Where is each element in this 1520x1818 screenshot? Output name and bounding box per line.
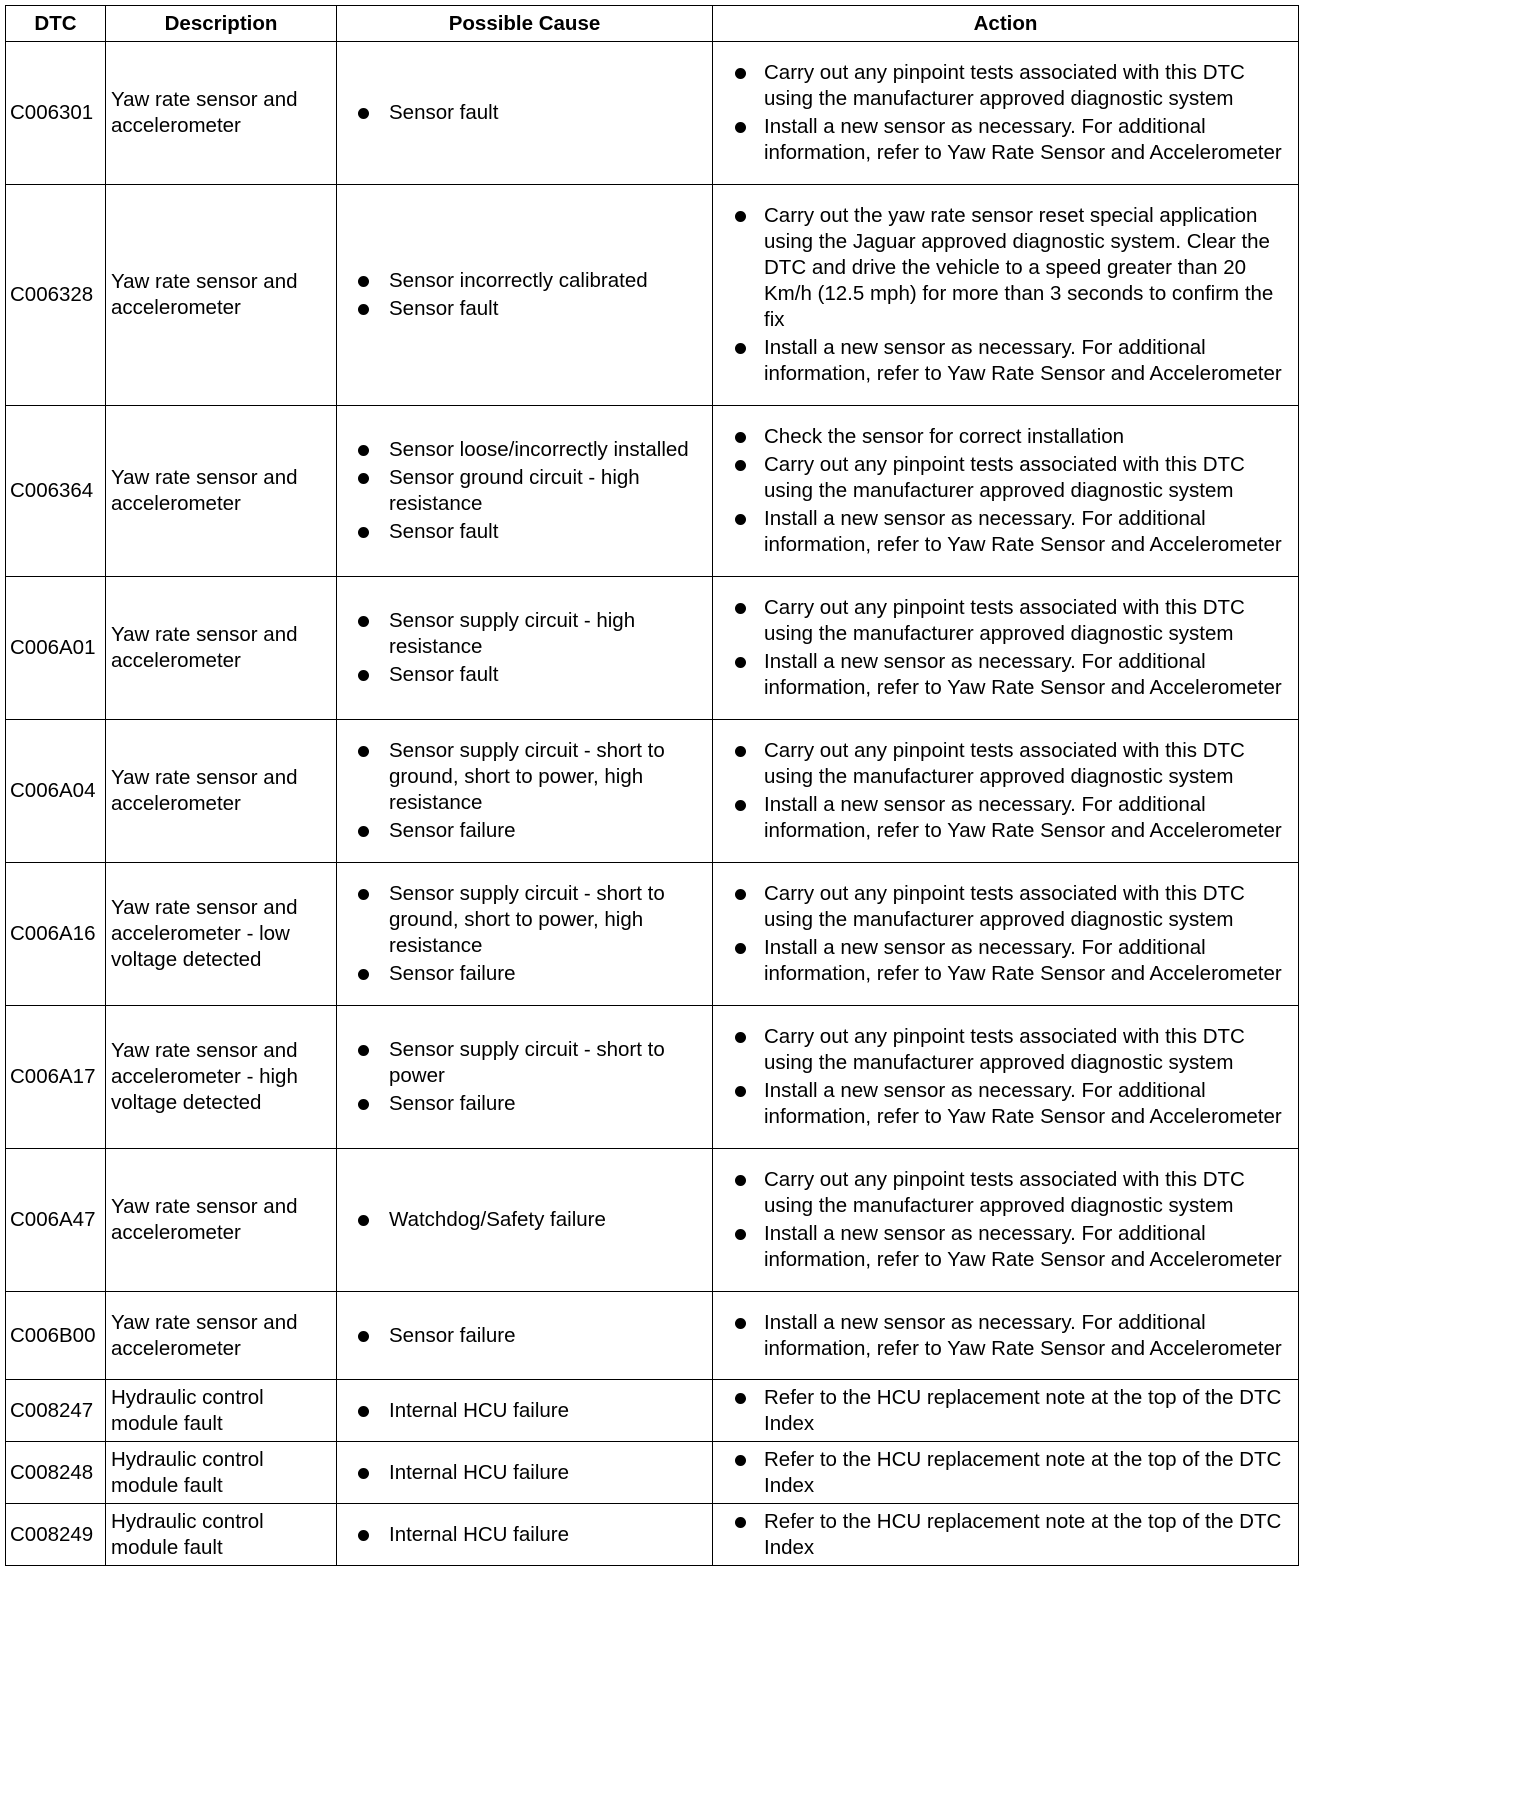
table-row: [6, 1442, 1299, 1504]
cause-item: Sensor fault: [341, 100, 708, 126]
action-list: [717, 1447, 1294, 1499]
table-row: [6, 1149, 1299, 1292]
action-item: Refer to the HCU replacement note at the top of the DTC Index: [717, 1385, 1294, 1437]
dtc-code-cell: C006364: [6, 406, 106, 577]
table-header-row: [6, 6, 1299, 42]
action-list: [717, 595, 1294, 701]
cause-item: Sensor failure: [341, 1091, 708, 1117]
dtc-code-cell: C006A04: [6, 720, 106, 863]
action-cell: [713, 406, 1299, 577]
cause-item: Internal HCU failure: [341, 1398, 708, 1424]
possible-cause-cell: [337, 1380, 713, 1442]
table-row: [6, 1504, 1299, 1566]
cause-list: [341, 1398, 708, 1424]
dtc-code-cell: C008248: [6, 1442, 106, 1504]
table-row: [6, 577, 1299, 720]
action-cell: [713, 185, 1299, 406]
description-cell: Yaw rate sensor and accelerometer: [106, 1149, 337, 1292]
action-list: [717, 424, 1294, 558]
action-item: Install a new sensor as necessary. For additional information, refer to Yaw Rate Sensor and Accelerometer: [717, 1310, 1294, 1362]
cause-item: Sensor loose/incorrectly installed: [341, 437, 708, 463]
table-body: [6, 42, 1299, 1566]
possible-cause-cell: [337, 42, 713, 185]
cause-item: Internal HCU failure: [341, 1460, 708, 1486]
table-row: [6, 406, 1299, 577]
action-cell: [713, 1292, 1299, 1380]
action-cell: [713, 1504, 1299, 1566]
header-possible-cause: Possible Cause: [337, 6, 713, 42]
description-cell: Yaw rate sensor and accelerometer: [106, 720, 337, 863]
possible-cause-cell: [337, 577, 713, 720]
cause-list: [341, 738, 708, 844]
possible-cause-cell: [337, 720, 713, 863]
action-list: [717, 1167, 1294, 1273]
dtc-code-cell: C008247: [6, 1380, 106, 1442]
action-cell: [713, 577, 1299, 720]
table-row: [6, 720, 1299, 863]
action-item: Carry out any pinpoint tests associated with this DTC using the manufacturer approved diagnostic system: [717, 595, 1294, 647]
action-item: Carry out any pinpoint tests associated with this DTC using the manufacturer approved diagnostic system: [717, 1167, 1294, 1219]
cause-list: [341, 437, 708, 545]
possible-cause-cell: [337, 185, 713, 406]
table-row: [6, 42, 1299, 185]
cause-list: [341, 268, 708, 322]
table-row: [6, 1006, 1299, 1149]
description-cell: Yaw rate sensor and accelerometer: [106, 42, 337, 185]
action-item: Install a new sensor as necessary. For additional information, refer to Yaw Rate Sensor and Accelerometer: [717, 649, 1294, 701]
action-list: [717, 60, 1294, 166]
cause-item: Sensor supply circuit - short to power: [341, 1037, 708, 1089]
cause-list: [341, 1460, 708, 1486]
description-cell: Hydraulic control module fault: [106, 1442, 337, 1504]
action-list: [717, 1024, 1294, 1130]
dtc-table: [5, 5, 1299, 1566]
action-item: Install a new sensor as necessary. For additional information, refer to Yaw Rate Sensor and Accelerometer: [717, 792, 1294, 844]
action-cell: [713, 42, 1299, 185]
cause-item: Sensor failure: [341, 1323, 708, 1349]
cause-item: Sensor failure: [341, 961, 708, 987]
action-item: Carry out any pinpoint tests associated with this DTC using the manufacturer approved diagnostic system: [717, 60, 1294, 112]
action-cell: [713, 1006, 1299, 1149]
table-row: [6, 185, 1299, 406]
action-cell: [713, 1149, 1299, 1292]
action-cell: [713, 1442, 1299, 1504]
cause-list: [341, 1037, 708, 1117]
action-list: [717, 1385, 1294, 1437]
action-item: Check the sensor for correct installation: [717, 424, 1294, 450]
cause-item: Watchdog/Safety failure: [341, 1207, 708, 1233]
possible-cause-cell: [337, 1504, 713, 1566]
dtc-code-cell: C006A01: [6, 577, 106, 720]
action-item: Refer to the HCU replacement note at the top of the DTC Index: [717, 1509, 1294, 1561]
dtc-code-cell: C008249: [6, 1504, 106, 1566]
possible-cause-cell: [337, 406, 713, 577]
action-list: [717, 1509, 1294, 1561]
action-item: Install a new sensor as necessary. For additional information, refer to Yaw Rate Sensor and Accelerometer: [717, 335, 1294, 387]
action-item: Carry out any pinpoint tests associated with this DTC using the manufacturer approved diagnostic system: [717, 452, 1294, 504]
description-cell: Yaw rate sensor and accelerometer: [106, 406, 337, 577]
header-description: Description: [106, 6, 337, 42]
description-cell: Yaw rate sensor and accelerometer - low voltage detected: [106, 863, 337, 1006]
action-cell: [713, 720, 1299, 863]
action-list: [717, 203, 1294, 387]
cause-item: Sensor failure: [341, 818, 708, 844]
action-item: Install a new sensor as necessary. For additional information, refer to Yaw Rate Sensor and Accelerometer: [717, 1221, 1294, 1273]
description-cell: Yaw rate sensor and accelerometer: [106, 1292, 337, 1380]
action-item: Install a new sensor as necessary. For additional information, refer to Yaw Rate Sensor and Accelerometer: [717, 1078, 1294, 1130]
dtc-code-cell: C006A16: [6, 863, 106, 1006]
dtc-code-cell: C006301: [6, 42, 106, 185]
action-item: Carry out any pinpoint tests associated with this DTC using the manufacturer approved diagnostic system: [717, 738, 1294, 790]
cause-item: Sensor fault: [341, 662, 708, 688]
action-item: Carry out any pinpoint tests associated with this DTC using the manufacturer approved diagnostic system: [717, 881, 1294, 933]
description-cell: Yaw rate sensor and accelerometer: [106, 185, 337, 406]
cause-item: Internal HCU failure: [341, 1522, 708, 1548]
cause-item: Sensor fault: [341, 519, 708, 545]
cause-list: [341, 881, 708, 987]
possible-cause-cell: [337, 1442, 713, 1504]
header-dtc: DTC: [6, 6, 106, 42]
action-item: Install a new sensor as necessary. For additional information, refer to Yaw Rate Sensor and Accelerometer: [717, 506, 1294, 558]
cause-item: Sensor supply circuit - high resistance: [341, 608, 708, 660]
action-item: Install a new sensor as necessary. For additional information, refer to Yaw Rate Sensor and Accelerometer: [717, 935, 1294, 987]
dtc-code-cell: C006B00: [6, 1292, 106, 1380]
cause-list: [341, 1207, 708, 1233]
cause-item: Sensor supply circuit - short to ground, short to power, high resistance: [341, 881, 708, 959]
action-list: [717, 881, 1294, 987]
cause-item: Sensor supply circuit - short to ground, short to power, high resistance: [341, 738, 708, 816]
table-row: [6, 863, 1299, 1006]
description-cell: Yaw rate sensor and accelerometer - high voltage detected: [106, 1006, 337, 1149]
action-cell: [713, 863, 1299, 1006]
action-list: [717, 1310, 1294, 1362]
table-row: [6, 1292, 1299, 1380]
cause-list: [341, 100, 708, 126]
action-item: Carry out any pinpoint tests associated with this DTC using the manufacturer approved diagnostic system: [717, 1024, 1294, 1076]
dtc-code-cell: C006A17: [6, 1006, 106, 1149]
possible-cause-cell: [337, 1292, 713, 1380]
dtc-code-cell: C006328: [6, 185, 106, 406]
action-list: [717, 738, 1294, 844]
description-cell: Yaw rate sensor and accelerometer: [106, 577, 337, 720]
header-action: Action: [713, 6, 1299, 42]
cause-list: [341, 1323, 708, 1349]
cause-list: [341, 608, 708, 688]
cause-item: Sensor ground circuit - high resistance: [341, 465, 708, 517]
cause-list: [341, 1522, 708, 1548]
possible-cause-cell: [337, 1006, 713, 1149]
action-item: Refer to the HCU replacement note at the top of the DTC Index: [717, 1447, 1294, 1499]
dtc-code-cell: C006A47: [6, 1149, 106, 1292]
action-cell: [713, 1380, 1299, 1442]
possible-cause-cell: [337, 863, 713, 1006]
cause-item: Sensor incorrectly calibrated: [341, 268, 708, 294]
description-cell: Hydraulic control module fault: [106, 1380, 337, 1442]
action-item: Carry out the yaw rate sensor reset special application using the Jaguar approved diagnostic system. Clear the DTC and drive the vehicle to a speed greater than 20 Km/h (12.5 mph) for more than 3 seconds to confirm the fix: [717, 203, 1294, 333]
table-row: [6, 1380, 1299, 1442]
description-cell: Hydraulic control module fault: [106, 1504, 337, 1566]
possible-cause-cell: [337, 1149, 713, 1292]
action-item: Install a new sensor as necessary. For additional information, refer to Yaw Rate Sensor and Accelerometer: [717, 114, 1294, 166]
cause-item: Sensor fault: [341, 296, 708, 322]
